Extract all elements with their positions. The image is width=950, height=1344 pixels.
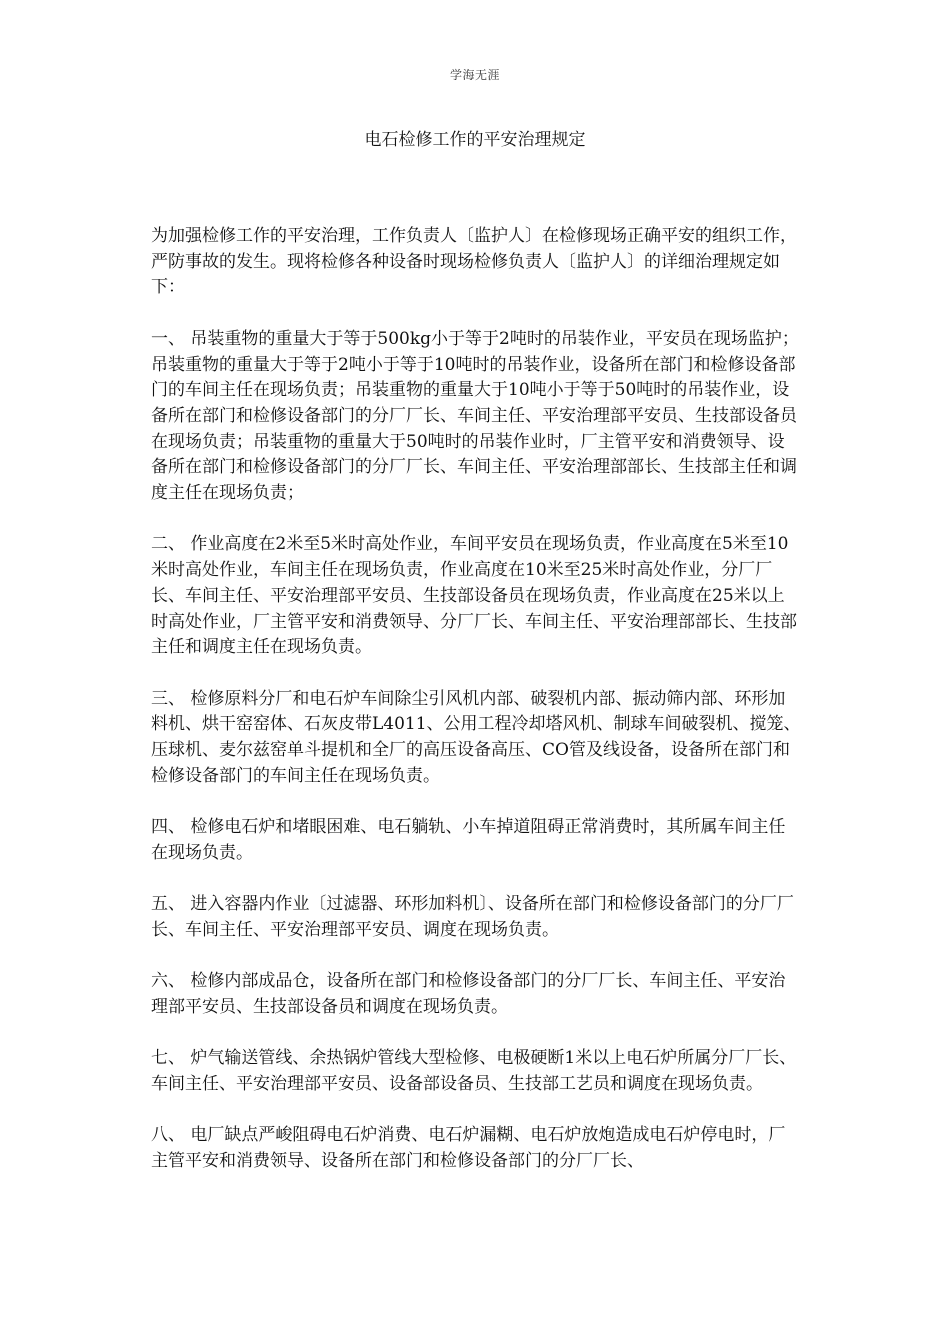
rule-6-paragraph: 六、 检修内部成品仓，设备所在部门和检修设备部门的分厂厂长、车间主任、平安治理部平安员、生技部设备员和调度在现场负责。	[151, 971, 786, 1017]
rule-2-paragraph: 二、 作业高度在2米至5米时高处作业，车间平安员在现场负责，作业高度在5米至10米时高处作业，车间主任在现场负责，作业高度在10米至25米时高处作业，分厂厂长、车间主任、平安治理部平安员、生技部设备员在现场负责，作业高度在25米以上时高处作业，厂主管平安和消费领导、分厂厂长、车间主任、平安治理部部长、生技部主任和调度主任在现场负责。	[151, 534, 797, 658]
document-title: 电石检修工作的平安治理规定	[364, 130, 586, 150]
rule-4-paragraph: 四、 检修电石炉和堵眼困难、电石躺轨、小车掉道阻碍正常消费时，其所属车间主任在现场负责。	[151, 817, 786, 863]
intro-paragraph: 为加强检修工作的平安治理，工作负责人〔监护人〕在检修现场正确平安的组织工作，严防事故的发生。现将检修各种设备时现场检修负责人〔监护人〕的详细治理规定如下：	[151, 226, 797, 298]
rule-7-paragraph: 七、 炉气输送管线、余热锅炉管线大型检修、电极硬断1米以上电石炉所属分厂厂长、车间主任、平安治理部平安员、设备部设备员、生技部工艺员和调度在现场负责。	[151, 1048, 797, 1095]
rule-3-paragraph: 三、 检修原料分厂和电石炉车间除尘引风机内部、破裂机内部、振动筛内部、环形加料机、烘干窑窑体、石灰皮带L4011、公用工程冷却塔风机、制球车间破裂机、搅笼、压球机、麦尔兹窑单斗提机和全厂的高压设备高压、CO管及线设备，设备所在部门和检修设备部门的车间主任在现场负责。	[151, 688, 801, 786]
rule-1-paragraph: 一、 吊装重物的重量大于等于500kg小于等于2吨时的吊装作业，平安员在现场监护；吊装重物的重量大于等于2吨小于等于10吨时的吊装作业，设备所在部门和检修设备部门的车间主任在现场负责；吊装重物的重量大于10吨小于等于50吨时的吊装作业，设备所在部门和检修设备部门的分厂厂长、车间主任、平安治理部平安员、生技部设备员在现场负责；吊装重物的重量大于50吨时的吊装作业时，厂主管平安和消费领导、设备所在部门和检修设备部门的分厂厂长、车间主任、平安治理部部长、生技部主任和调度主任在现场负责；	[151, 328, 799, 504]
rule-8-paragraph: 八、 电厂缺点严峻阻碍电石炉消费、电石炉漏糊、电石炉放炮造成电石炉停电时，厂主管平安和消费领导、设备所在部门和检修设备部门的分厂厂长、	[151, 1125, 786, 1172]
document-body	[151, 224, 801, 1201]
rule-5-paragraph: 五、 进入容器内作业〔过滤器、环形加料机〕、设备所在部门和检修设备部门的分厂厂长、车间主任、平安治理部平安员、调度在现场负责。	[151, 894, 794, 940]
page-header: 学海无涯	[449, 68, 500, 82]
